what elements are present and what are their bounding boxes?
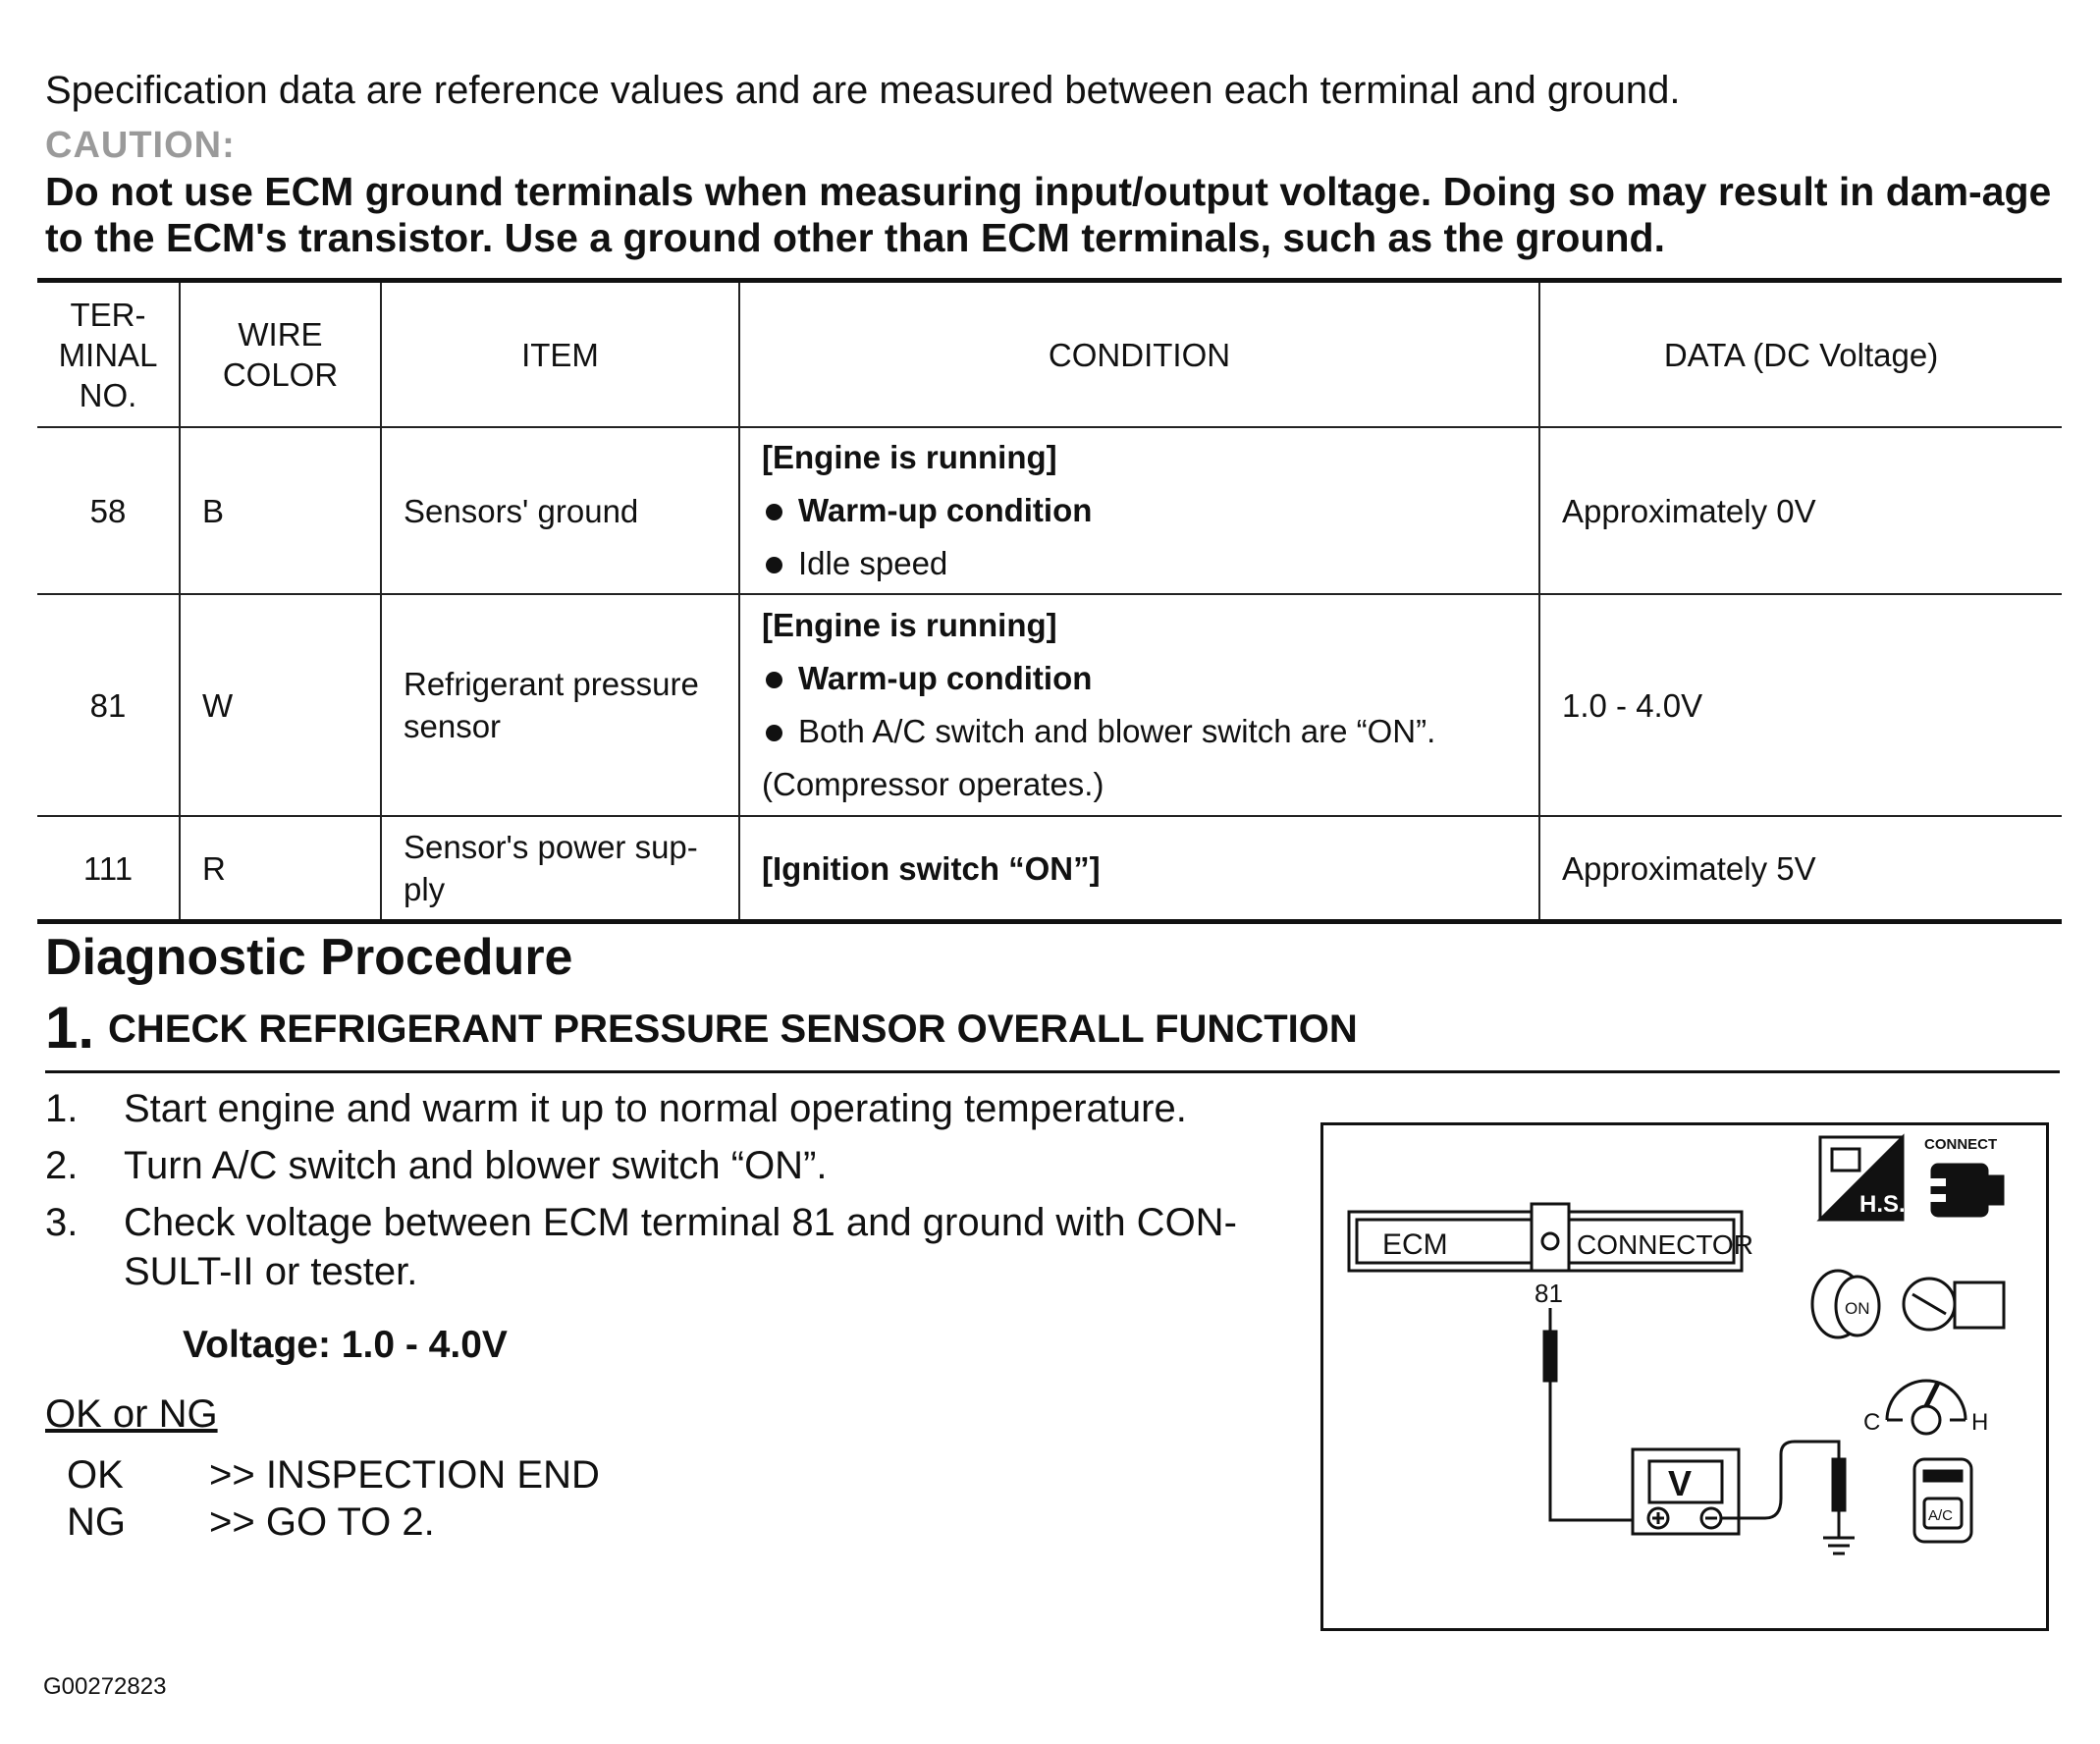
ng-result: NG >> GO TO 2. [67,1500,435,1544]
section-title: Diagnostic Procedure [45,929,573,986]
header-terminal-no [37,281,180,428]
voltage-spec: Voltage: 1.0 - 4.0V [183,1324,508,1366]
ecm-terminal-table [37,278,2062,924]
caution-text: Do not use ECM ground terminals when measuring input/output voltage. Doing so may result in dam-age to the ECM's transistor. Use a ground other than ECM terminals, such as the ground. [45,169,2052,260]
bullet-icon [766,672,782,688]
spec-note: Specification data are reference values and are measured between each terminal and ground. [45,69,1681,112]
probe-icon [1544,1332,1556,1381]
condition-note: (Compressor operates.) [762,766,1104,802]
terminal-81-label: 81 [1535,1279,1563,1308]
data-cell: 1.0 - 4.0V [1539,594,2062,816]
ecm-label: ECM [1382,1228,1448,1261]
connector-label: CONNECTOR [1577,1229,1753,1260]
condition-heading: [Engine is running] [762,607,1057,643]
cold-label: C [1863,1409,1881,1436]
table-row [37,594,2062,816]
condition-cell [739,427,1539,594]
ng-action: >> GO TO 2. [209,1500,435,1544]
step-number: 1. [45,995,95,1061]
item-cell: Sensors' ground [381,427,739,594]
terminal-cell: 81 [37,594,180,816]
list-item: 3. Check voltage between ECM terminal 81 and ground with CON-SULT-II or tester. [45,1201,1237,1293]
ok-ng-results [67,1451,600,1546]
connector-tab [1532,1204,1569,1271]
header-terminal-line3: NO. [79,376,137,413]
connect-label: CONNECT [1924,1136,1998,1153]
header-data: DATA (DC Voltage) [1539,281,2062,428]
test-diagram [1320,1122,2049,1631]
temperature-gauge-icon [1863,1381,1988,1436]
ignition-key-icon [1812,1271,1879,1337]
table-header-row [37,281,2062,428]
hs-label: H.S. [1859,1191,1906,1218]
condition-bullet: Both A/C switch and blower switch are “ON”. [762,705,1517,758]
condition-bullet: Idle speed [762,537,1517,590]
document-code: G00272823 [43,1673,167,1700]
ground-icon [1823,1538,1855,1553]
item-cell: Refrigerant pressure sensor [381,594,739,816]
header-condition: CONDITION [739,281,1539,428]
header-terminal-line1: TER- [70,296,146,333]
ac-label: A/C [1928,1507,1954,1524]
step-title: CHECK REFRIGERANT PRESSURE SENSOR OVERALL FUNCTION [108,1008,1358,1051]
condition-heading: [Ignition switch “ON”] [762,849,1101,887]
header-wire-line1: WIRE [238,316,323,353]
wire-cell: R [180,816,381,922]
bullet-icon [766,557,782,573]
bullet-icon [766,504,782,520]
ok-result: OK >> INSPECTION END [67,1453,600,1497]
ok-ng-heading: OK or NG [45,1392,218,1436]
ac-switch-icon [1914,1459,1971,1542]
wire-cell: W [180,594,381,816]
bullet-icon [766,725,782,741]
terminal-cell: 111 [37,816,180,922]
wire-cell: B [180,427,381,594]
step-heading [45,994,1358,1062]
hot-label: H [1971,1409,1989,1436]
condition-bullet: Warm-up condition [762,652,1517,705]
data-cell: Approximately 0V [1539,427,2062,594]
caution-heading: CAUTION: [45,125,236,166]
condition-cell [739,816,1539,922]
positive-lead [1550,1381,1633,1520]
list-item: 2. Turn A/C switch and blower switch “ON”. [45,1144,828,1187]
header-item: ITEM [381,281,739,428]
terminal-cell: 58 [37,427,180,594]
voltmeter-label: V [1668,1463,1693,1503]
header-wire-line2: COLOR [222,356,339,393]
header-wire-color [180,281,381,428]
diagram-svg [1323,1125,2046,1628]
ok-action: >> INSPECTION END [209,1453,600,1497]
engine-icon [1904,1279,2004,1330]
item-cell: Sensor's power sup-ply [381,816,739,922]
ground-probe-icon [1833,1459,1845,1510]
divider [45,1070,2060,1073]
table-row [37,816,2062,922]
table-row [37,427,2062,594]
data-cell: Approximately 5V [1539,816,2062,922]
hs-icon [1820,1137,1906,1220]
list-item: 1. Start engine and warm it up to normal operating temperature. [45,1087,1187,1130]
condition-bullet: Warm-up condition [762,484,1517,537]
connect-icon [1924,1136,2003,1216]
header-terminal-line2: MINAL [58,336,158,373]
condition-cell [739,594,1539,816]
on-label: ON [1845,1299,1870,1318]
condition-heading: [Engine is running] [762,439,1057,475]
instruction-list [45,1084,1312,1304]
